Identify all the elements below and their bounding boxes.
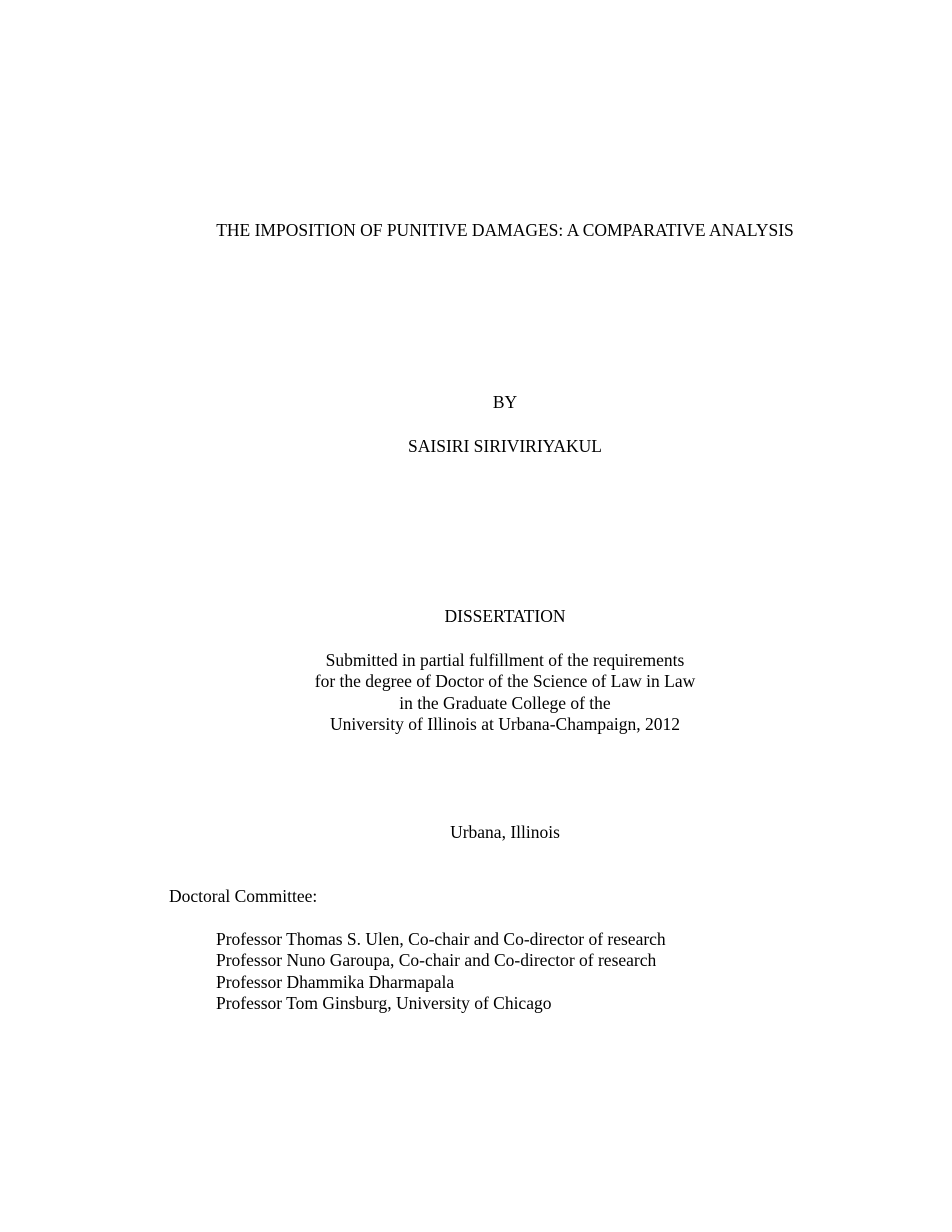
statement-line: University of Illinois at Urbana-Champaign, 2012 [330,714,680,735]
submission-statement [0,650,952,736]
statement-line: Submitted in partial fulfillment of the requirements [325,650,685,670]
statement-line: in the Graduate College of the [399,692,611,713]
by-label: BY [492,392,518,412]
location: Urbana, Illinois [450,822,560,842]
committee-member: Professor Nuno Garoupa, Co-chair and Co-director of research [216,950,657,971]
committee-member: Professor Tom Ginsburg, University of Chicago [216,993,552,1014]
document-type: DISSERTATION [444,606,566,626]
statement-line: for the degree of Doctor of the Science of Law in Law [314,671,696,692]
committee-member: Professor Thomas S. Ulen, Co-chair and Co-director of research [216,929,666,949]
committee-heading: Doctoral Committee: [169,886,318,906]
author-name: SAISIRI SIRIVIRIYAKUL [408,436,602,456]
committee-list [216,929,666,1015]
committee-member: Professor Dhammika Dharmapala [216,971,455,992]
dissertation-title: THE IMPOSITION OF PUNITIVE DAMAGES: A COMPARATIVE ANALYSIS [216,220,794,240]
